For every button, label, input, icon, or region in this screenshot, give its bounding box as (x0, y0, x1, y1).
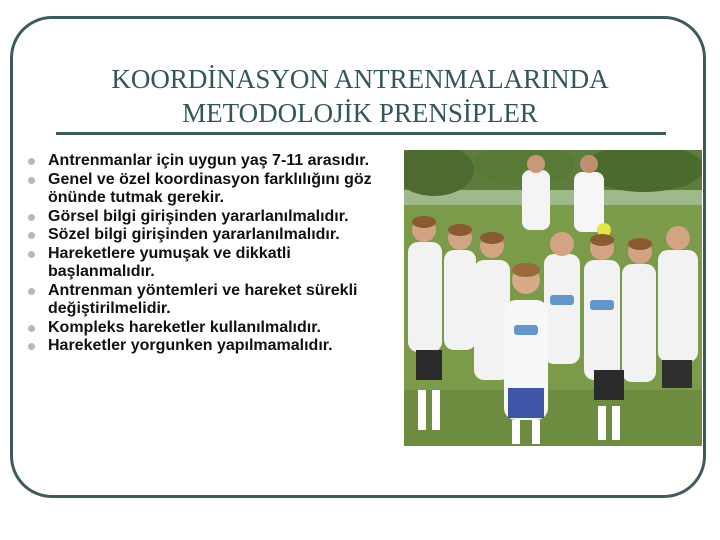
bullet-text: Genel ve özel koordinasyon farklılığını göz önünde tutmak gerekir. (48, 170, 372, 206)
soccer-camp-photo (404, 150, 702, 446)
bullet-item (24, 282, 394, 319)
circle-bullet-icon (28, 251, 35, 258)
title-line-1: KOORDİNASYON ANTRENMALARINDA (111, 64, 609, 94)
bullet-item (24, 208, 394, 227)
bullet-item (24, 171, 394, 208)
bullet-item (24, 319, 394, 338)
bullet-text: Hareketlere yumuşak ve dikkatli başlanmalıdır. (48, 244, 291, 280)
circle-bullet-icon (28, 288, 35, 295)
bullet-item (24, 245, 394, 282)
title-underline (56, 132, 666, 135)
circle-bullet-icon (28, 214, 35, 221)
circle-bullet-icon (28, 232, 35, 239)
circle-bullet-icon (28, 325, 35, 332)
circle-bullet-icon (28, 343, 35, 350)
bullet-text: Sözel bilgi girişinden yararlanılmalıdır. (48, 226, 340, 243)
bullet-text: Antrenmanlar için uygun yaş 7-11 arasıdır. (48, 152, 370, 169)
bullet-text: Kompleks hareketler kullanılmalıdır. (48, 318, 321, 336)
circle-bullet-icon (28, 177, 35, 184)
circle-bullet-icon (28, 158, 35, 165)
title-line-2: METODOLOJİK PRENSİPLER (182, 98, 538, 128)
bullet-text: Görsel bilgi girişinden yararlanılmalıdır. (48, 207, 349, 225)
bullet-list (24, 152, 394, 356)
bullet-text: Antrenman yöntemleri ve hareket sürekli değiştirilmelidir. (48, 281, 358, 317)
bullet-item (24, 226, 394, 245)
bullet-item (24, 152, 394, 171)
children-soccer-camp-photo-icon (404, 150, 702, 446)
bullet-text: Hareketler yorgunken yapılmamalıdır. (48, 337, 333, 354)
slide-title (40, 62, 680, 130)
bullet-item (24, 337, 394, 356)
